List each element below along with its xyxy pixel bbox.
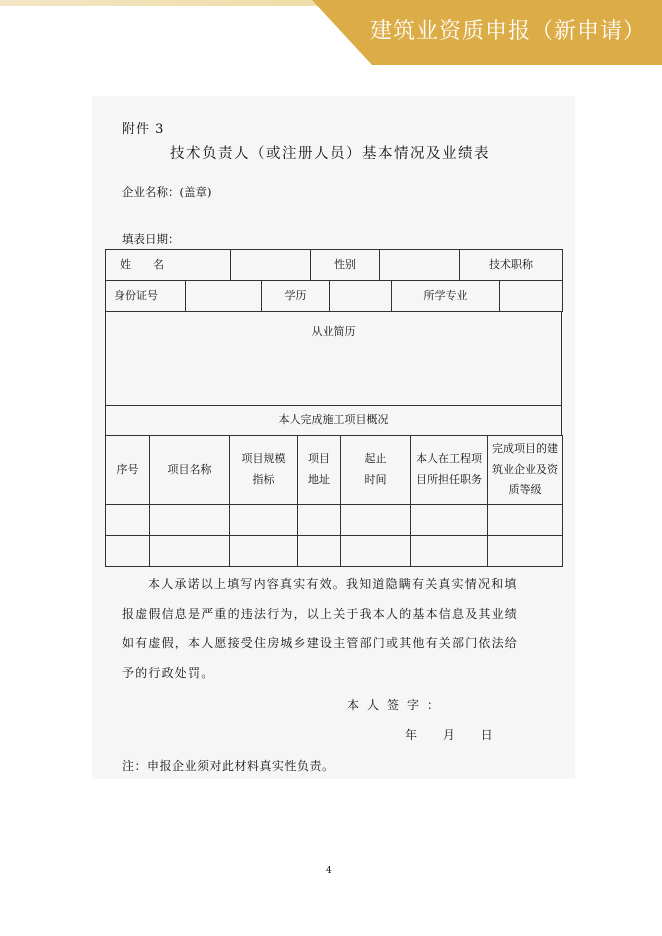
name-value [231, 250, 311, 281]
declaration-line-4: 予的行政处罚。 [122, 666, 215, 680]
resume-table [105, 311, 562, 436]
gender-value [380, 250, 460, 281]
major-value [500, 281, 563, 312]
col-project-scale: 项目规模指标 [230, 436, 298, 505]
document-title: 技术负责人（或注册人员）基本情况及业绩表 [170, 146, 490, 162]
declaration-line-1: 本人承诺以上填写内容真实有效。我知道隐瞒有关真实情况和填 [148, 577, 518, 591]
gender-label: 性别 [311, 250, 380, 281]
projects-header-row [106, 406, 562, 436]
page-number: 4 [326, 866, 332, 876]
attachment-label: 附件 3 [122, 122, 165, 137]
col-role: 本人在工程项目所担任职务 [411, 436, 488, 505]
education-label: 学历 [262, 281, 330, 312]
declaration-line-2: 报虚假信息是严重的违法行为，以上关于我本人的基本信息及其业绩 [122, 607, 519, 621]
note-text: 注：申报企业须对此材料真实性负责。 [122, 759, 335, 773]
form-row-basic-2-table [105, 280, 563, 312]
projects-columns-row [106, 436, 563, 505]
header-banner [0, 0, 662, 65]
project-row-empty [106, 536, 563, 567]
declaration-line-3: 如有虚假，本人愿接受住房城乡建设主管部门或其他有关部门依法给 [122, 636, 519, 650]
company-name-label: 企业名称：(盖章) [122, 185, 212, 199]
projects-label: 本人完成施工项目概况 [106, 406, 562, 436]
banner-title: 建筑业资质申报（新申请） [369, 19, 646, 44]
projects-table [105, 435, 563, 567]
education-value [330, 281, 392, 312]
project-row-empty [106, 505, 563, 536]
id-value [186, 281, 262, 312]
resume-label: 从业简历 [106, 312, 562, 406]
col-project-name: 项目名称 [150, 436, 230, 505]
id-label: 身份证号 [106, 281, 186, 312]
col-project-address: 项目地址 [298, 436, 341, 505]
fill-date-label: 填表日期： [122, 232, 180, 246]
signature-label: 本人签字： [347, 698, 448, 712]
col-period: 起止时间 [341, 436, 411, 505]
resume-row [106, 312, 562, 406]
major-label: 所学专业 [392, 281, 500, 312]
col-index: 序号 [106, 436, 150, 505]
date-label: 年 月 日 [405, 728, 493, 742]
title-label: 技术职称 [460, 250, 563, 281]
col-company-qualification: 完成项目的建筑业企业及资质等级 [488, 436, 563, 505]
info-form-table [105, 249, 563, 281]
form-row-basic-2 [106, 281, 563, 312]
form-row-basic-1 [106, 250, 563, 281]
name-label: 姓 名 [106, 250, 231, 281]
